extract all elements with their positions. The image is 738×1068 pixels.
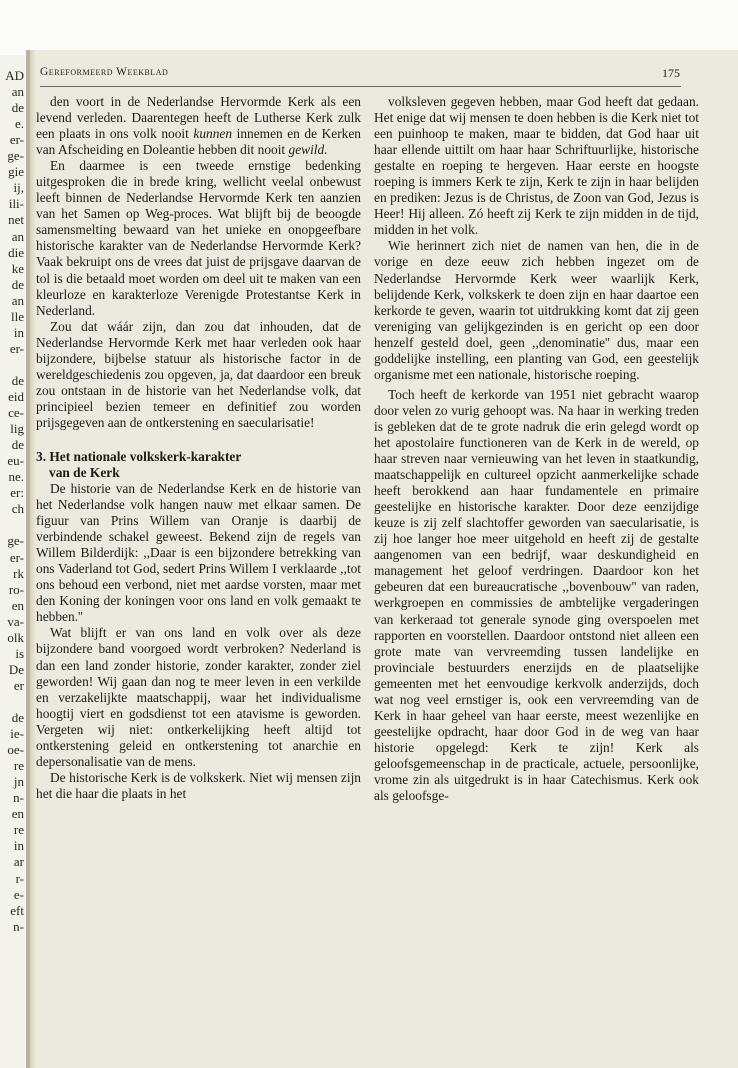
margin-fragment: in: [13, 838, 24, 854]
margin-fragment: die: [8, 244, 24, 260]
margin-fragment: net: [8, 212, 24, 228]
margin-fragment: ij,: [13, 180, 24, 196]
margin-fragment: an: [11, 228, 24, 244]
margin-fragment: ch: [11, 501, 24, 517]
margin-fragment: e.: [14, 116, 24, 132]
margin-fragment: lig: [10, 421, 24, 437]
margin-fragment: an: [11, 292, 24, 308]
margin-fragment: ro-: [8, 581, 24, 597]
margin-fragment: gie: [8, 164, 24, 180]
margin-fragment: rk: [13, 565, 24, 581]
margin-fragment: ke: [11, 260, 24, 276]
margin-fragment: an: [11, 84, 24, 100]
margin-fragment: de: [11, 276, 24, 292]
previous-page-margin: [0, 55, 26, 1068]
margin-fragment: ce-: [8, 405, 24, 421]
margin-fragment: er: [13, 677, 24, 693]
margin-fragment: ie-: [10, 726, 24, 742]
margin-fragment: en: [11, 806, 24, 822]
margin-fragment: lle: [11, 308, 24, 324]
margin-fragment: er-: [9, 132, 24, 148]
header-rule: [40, 86, 681, 87]
margin-fragment: re: [13, 758, 24, 774]
margin-fragment: oe-: [7, 742, 24, 758]
paragraph: En daarmee is een tweede ernstige bedenking uitgesproken die in brede kring, wellicht veelal onbewust leeft binnen de Nederlandse Hervormde Kerk ten aanzien van het Samen op Weg-proces. Wat blijft bij de beoogde samensmelting bewaard van het unieke en onopgeefbare historische karakter van de Nederlandse Hervormde Kerk? Vaak bekruipt ons de vrees dat juist de prijsgave daarvan de tol is die betaald moet worden om deel uit te maken van een kleurloze en karakterloze Verenigde Protestantse Kerk in Nederland.: [36, 158, 361, 318]
margin-fragment: in: [13, 324, 24, 340]
paragraph: den voort in de Nederlandse Hervormde Kerk als een levend verleden. Daarentegen heeft de Lutherse Kerk zulk een plaats in ons volk nooit kunnen innemen en de Kerken van Afscheiding en Doleantie hebben dit nooit gewild.: [36, 94, 361, 158]
paragraph: Toch heeft de kerkorde van 1951 niet gebracht waarop door velen zo vurig gehoopt was. Na haar in werking treden is gebleken dat de te grote nadruk die erin gelegd wordt op het apostolaire functioneren van de Kerk in de wereld, op haar streven naar vernieuwing van het leven in staatkundig, maatschappelijk en cultureel opzicht aanmerkelijke schade heeft berokkend aan haar fundamentele en primaire geestelijke en historische karakter. Door deze eenzijdige keuze is zij zelf slachtoffer geworden van saecularisatie, is zij hoe langer hoe meer uitgehold en heeft zij de gestalte aangenomen van een bedrijf, waar deskundigheid en management het geloof verdringen. Daardoor kon het gebeuren dat een bureaucratische ,,bovenbouw'' van raden, werkgroepen en commissies de ambtelijke vergaderingen van kerkeraad tot generale synode ging overspoelen met rapporten en voorstellen. Daardoor ontstond niet alleen een grote mate van vervreemding tussen landelijke en provinciale bestuurders enerzijds en de plaatselijke gemeenten met het eenvoudige kerkvolk anderzijds, doch wat nog veel ernstiger is, ook een vervreemding van de Kerk in haar geheel van haar eerste, meest wezenlijke en geestelijke opdracht, haar door God in de weg van haar historie opgelegd: Kerk te zijn! Kerk als geloofsgemeenschap in de practicale, actuele, persoonlijke, vrome zin als uitgedrukt is in haar Catechismus. Kerk ook als geloofsge-: [374, 386, 699, 804]
margin-fragment: eu-: [7, 453, 24, 469]
margin-fragment: ne.: [8, 469, 24, 485]
journal-title: Gereformeerd Weekblad: [40, 66, 169, 78]
margin-fragment: ili-: [8, 196, 24, 212]
section-heading: 3. Het nationale volkskerk-karakter van de Kerk: [36, 448, 242, 480]
left-column: [36, 94, 361, 802]
margin-fragment: r-: [15, 870, 24, 886]
margin-fragment: is: [15, 645, 24, 661]
paragraph: De historie van de Nederlandse Kerk en de historie van het Nederlandse volk hangen nauw met elkaar samen. De figuur van Prins Willem van Oranje is daarbij de verbindende schakel geweest. Bekend zijn de regels van Willem Bilderdijk: ,,Daar is een bijzondere betrekking van ons Vaderland tot God, sedert Prins Willem I verklaarde ,,tot ons behoud een verbond, niet met aardse vorsten, maar met den Koning der koningen voor ons land en volk gemaakt te hebben.'': [36, 480, 361, 625]
spine-shadow: [26, 50, 30, 1068]
margin-fragment: ar: [13, 854, 24, 870]
page-number: 175: [662, 66, 680, 80]
margin-fragment: de: [11, 710, 24, 725]
margin-fragment: de: [11, 372, 24, 388]
margin-fragment: er-: [9, 340, 24, 356]
paragraph: Wat blijft er van ons land en volk over als deze bijzondere band voorgoed wordt verbroken? Nederland is dan een land zonder historie, zonder karakter, zonder ziel geworden! Wij gaan dan nog te meer leven in een verkilde en verzakelijkte maatschappij, waar het individualisme hoogtij viert en godsdienst tot een atavisme is geworden. Vergeten wij niet: ontkerkelijking heeft altijd tot ontkerstening geleid en ontkerstening tot anarchie en depersonalisatie van de mens.: [36, 625, 361, 769]
margin-fragment: De: [8, 661, 24, 677]
margin-fragment: re: [13, 822, 24, 838]
margin-fragment: n-: [13, 790, 24, 806]
right-column: [374, 94, 699, 804]
margin-fragment: va-: [7, 613, 24, 629]
running-header: [40, 66, 680, 86]
margin-fragment: ge-: [7, 533, 24, 549]
margin-fragment: de: [11, 437, 24, 453]
margin-fragment: eid: [8, 389, 24, 404]
margin-fragment: er:: [10, 485, 24, 501]
margin-fragment: ge-: [7, 148, 24, 164]
margin-fragment: AD: [5, 68, 24, 83]
margin-fragment: jn: [13, 774, 24, 790]
margin-fragment: eft: [10, 902, 24, 918]
margin-fragment: er-: [9, 549, 24, 565]
margin-fragment: de: [11, 100, 24, 116]
margin-fragment: e-: [13, 886, 24, 902]
margin-fragment: n-: [13, 918, 24, 934]
margin-fragment: en: [11, 597, 24, 613]
paragraph: volksleven gegeven hebben, maar God heeft dat gedaan. Het enige dat wij mensen te doen hebben is die Kerk niet tot een puinhoop te maken, maar te bidden, dat God haar uit haar ellende uittilt om haar haar Schriftuurlijke, historische gestalte en roeping te hergeven. Haar eerste en hoogste roeping is immers Kerk te zijn, Kerk te zijn in haar belijden en prediken: Jezus is de Christus, de Zoon van God, Jezus is Heer! Hij alleen. Zó heeft zij Kerk te zijn midden in de tijd, midden in het volk.: [374, 94, 699, 238]
margin-fragment: olk: [7, 629, 24, 645]
paragraph: Zou dat wáár zijn, dan zou dat inhouden, dat de Nederlandse Hervormde Kerk met haar verleden ook haar bijzondere, bijbelse statuur als historische factor in de wereldgeschiedenis zou opgeven, ja, dat daardoor een breuk zou ontstaan in de historie van het Nederlandse volk, dat principieel bezien temeer en definitief zou worden prijsgegeven aan de ontkerstening en saecularisatie!: [36, 318, 361, 430]
paragraph: De historische Kerk is de volkskerk. Niet wij mensen zijn het die haar die plaats in het: [36, 769, 361, 801]
paragraph: Wie herinnert zich niet de namen van hen, die in de vorige en deze eeuw zich hebben ingezet om de Nederlandse Hervormde Kerk weer waarlijk Kerk, belijdende Kerk, volkskerk te doen zijn en haar daartoe een kerkorde te geven, waarin tot uitdrukking komt dat zij geen vereniging van gelijkgezinden is en gericht op een door henzelf gesteld doel, geen ,,denominatie'' dus, maar een goddelijke instelling, een planting van God, een geestelijk organisme met een nationale, historische roeping.: [374, 238, 699, 382]
